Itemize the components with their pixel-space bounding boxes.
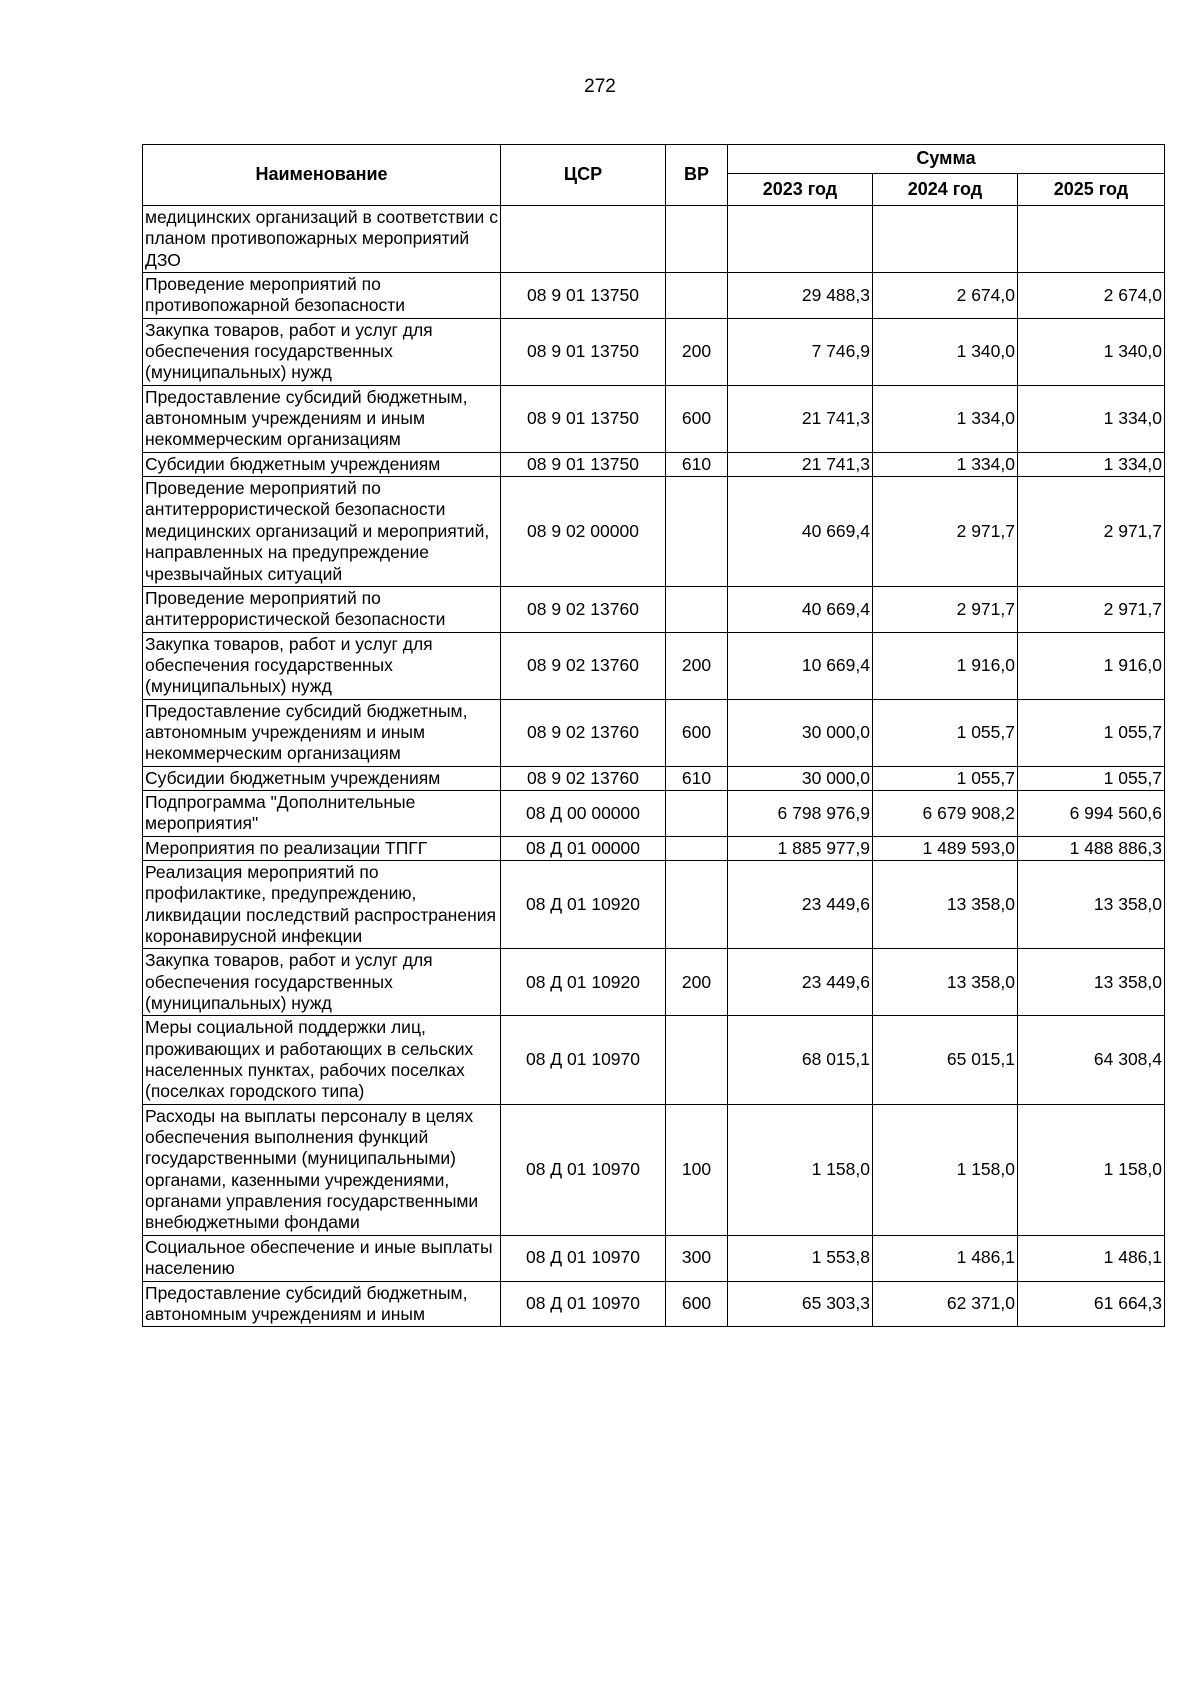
table-row xyxy=(143,1016,1165,1104)
header-name: Наименование xyxy=(143,145,501,206)
cell-2025: 1 055,7 xyxy=(1018,699,1165,766)
table-row xyxy=(143,632,1165,699)
cell-name: Предоставление субсидий бюджетным, автономным учреждениям и иным некоммерческим организациям xyxy=(143,385,501,452)
header-sum: Сумма xyxy=(728,145,1165,174)
header-vr: ВР xyxy=(666,145,728,206)
cell-2023: 30 000,0 xyxy=(728,766,873,790)
cell-2023: 68 015,1 xyxy=(728,1016,873,1104)
cell-vr: 600 xyxy=(666,699,728,766)
cell-name: Подпрограмма "Дополнительные мероприятия" xyxy=(143,790,501,836)
cell-2025: 13 358,0 xyxy=(1018,949,1165,1016)
cell-csr: 08 Д 00 00000 xyxy=(501,790,666,836)
cell-vr: 200 xyxy=(666,949,728,1016)
cell-csr: 08 9 01 13750 xyxy=(501,318,666,385)
cell-2024: 2 971,7 xyxy=(873,477,1018,587)
cell-2025: 1 340,0 xyxy=(1018,318,1165,385)
cell-name: Субсидии бюджетным учреждениям xyxy=(143,452,501,476)
header-year-2025: 2025 год xyxy=(1018,174,1165,206)
cell-2024: 13 358,0 xyxy=(873,860,1018,948)
cell-2024: 1 055,7 xyxy=(873,766,1018,790)
cell-2024: 1 486,1 xyxy=(873,1235,1018,1281)
cell-2024: 1 340,0 xyxy=(873,318,1018,385)
cell-2024 xyxy=(873,206,1018,273)
table-row xyxy=(143,273,1165,319)
cell-vr: 200 xyxy=(666,318,728,385)
cell-2023 xyxy=(728,206,873,273)
cell-2025: 13 358,0 xyxy=(1018,860,1165,948)
cell-vr xyxy=(666,586,728,632)
header-year-2024: 2024 год xyxy=(873,174,1018,206)
cell-2023: 65 303,3 xyxy=(728,1281,873,1327)
cell-2024: 65 015,1 xyxy=(873,1016,1018,1104)
cell-2025: 2 971,7 xyxy=(1018,477,1165,587)
cell-vr: 600 xyxy=(666,1281,728,1327)
cell-2025: 1 916,0 xyxy=(1018,632,1165,699)
cell-2023: 21 741,3 xyxy=(728,452,873,476)
table-row xyxy=(143,452,1165,476)
cell-vr xyxy=(666,790,728,836)
table-row xyxy=(143,586,1165,632)
cell-2023: 6 798 976,9 xyxy=(728,790,873,836)
cell-csr: 08 Д 01 10970 xyxy=(501,1016,666,1104)
table-row xyxy=(143,1235,1165,1281)
cell-2023: 1 158,0 xyxy=(728,1104,873,1235)
cell-name: Закупка товаров, работ и услуг для обеспечения государственных (муниципальных) нужд xyxy=(143,949,501,1016)
cell-2025: 1 158,0 xyxy=(1018,1104,1165,1235)
cell-name: Мероприятия по реализации ТПГГ xyxy=(143,836,501,860)
cell-2023: 23 449,6 xyxy=(728,949,873,1016)
table-body xyxy=(143,206,1165,1327)
table-row xyxy=(143,790,1165,836)
cell-2025: 1 486,1 xyxy=(1018,1235,1165,1281)
table-row xyxy=(143,836,1165,860)
cell-2025: 1 488 886,3 xyxy=(1018,836,1165,860)
cell-2024: 6 679 908,2 xyxy=(873,790,1018,836)
table-row xyxy=(143,1281,1165,1327)
cell-csr: 08 Д 01 10970 xyxy=(501,1281,666,1327)
table-row xyxy=(143,1104,1165,1235)
cell-2023: 23 449,6 xyxy=(728,860,873,948)
cell-csr xyxy=(501,206,666,273)
cell-2025: 1 334,0 xyxy=(1018,452,1165,476)
cell-name: Реализация мероприятий по профилактике, предупреждению, ликвидации последствий распространения коронавирусной инфекции xyxy=(143,860,501,948)
cell-csr: 08 Д 01 00000 xyxy=(501,836,666,860)
cell-2025: 2 971,7 xyxy=(1018,586,1165,632)
cell-2025: 61 664,3 xyxy=(1018,1281,1165,1327)
cell-2023: 1 553,8 xyxy=(728,1235,873,1281)
cell-name: Проведение мероприятий по противопожарной безопасности xyxy=(143,273,501,319)
cell-2023: 1 885 977,9 xyxy=(728,836,873,860)
cell-2024: 62 371,0 xyxy=(873,1281,1018,1327)
cell-2024: 1 055,7 xyxy=(873,699,1018,766)
cell-2024: 2 674,0 xyxy=(873,273,1018,319)
budget-table xyxy=(142,144,1165,1327)
cell-2023: 40 669,4 xyxy=(728,586,873,632)
cell-csr: 08 Д 01 10970 xyxy=(501,1104,666,1235)
cell-2024: 2 971,7 xyxy=(873,586,1018,632)
cell-csr: 08 Д 01 10920 xyxy=(501,860,666,948)
cell-csr: 08 9 01 13750 xyxy=(501,273,666,319)
table-row xyxy=(143,949,1165,1016)
cell-2025: 64 308,4 xyxy=(1018,1016,1165,1104)
cell-2024: 1 158,0 xyxy=(873,1104,1018,1235)
cell-2024: 1 916,0 xyxy=(873,632,1018,699)
cell-name: Проведение мероприятий по антитеррористической безопасности медицинских организаций и мероприятий, направленных на предупреждение чрезвычайных ситуаций xyxy=(143,477,501,587)
cell-2023: 29 488,3 xyxy=(728,273,873,319)
cell-vr: 600 xyxy=(666,385,728,452)
cell-vr xyxy=(666,860,728,948)
cell-name: медицинских организаций в соответствии с планом противопожарных мероприятий ДЗО xyxy=(143,206,501,273)
cell-csr: 08 9 02 13760 xyxy=(501,586,666,632)
header-year-2023: 2023 год xyxy=(728,174,873,206)
cell-2025: 2 674,0 xyxy=(1018,273,1165,319)
cell-csr: 08 Д 01 10970 xyxy=(501,1235,666,1281)
cell-name: Субсидии бюджетным учреждениям xyxy=(143,766,501,790)
cell-name: Проведение мероприятий по антитеррористической безопасности xyxy=(143,586,501,632)
table-row xyxy=(143,385,1165,452)
table-row xyxy=(143,318,1165,385)
table-row xyxy=(143,206,1165,273)
cell-name: Предоставление субсидий бюджетным, автономным учреждениям и иным xyxy=(143,1281,501,1327)
table-row xyxy=(143,477,1165,587)
cell-csr: 08 9 01 13750 xyxy=(501,385,666,452)
header-csr: ЦСР xyxy=(501,145,666,206)
table-row xyxy=(143,860,1165,948)
cell-2025 xyxy=(1018,206,1165,273)
cell-name: Закупка товаров, работ и услуг для обеспечения государственных (муниципальных) нужд xyxy=(143,632,501,699)
cell-csr: 08 9 01 13750 xyxy=(501,452,666,476)
table-header xyxy=(143,145,1165,206)
cell-vr: 200 xyxy=(666,632,728,699)
cell-2023: 21 741,3 xyxy=(728,385,873,452)
cell-2023: 10 669,4 xyxy=(728,632,873,699)
cell-name: Расходы на выплаты персоналу в целях обеспечения выполнения функций государственными (муниципальными) органами, казенными учреждениями, органами управления государственными внебюджетными фондами xyxy=(143,1104,501,1235)
cell-name: Предоставление субсидий бюджетным, автономным учреждениям и иным некоммерческим организациям xyxy=(143,699,501,766)
cell-2023: 30 000,0 xyxy=(728,699,873,766)
cell-name: Социальное обеспечение и иные выплаты населению xyxy=(143,1235,501,1281)
cell-2025: 1 055,7 xyxy=(1018,766,1165,790)
cell-2023: 40 669,4 xyxy=(728,477,873,587)
cell-csr: 08 9 02 13760 xyxy=(501,632,666,699)
table-row xyxy=(143,699,1165,766)
cell-vr xyxy=(666,477,728,587)
cell-vr: 300 xyxy=(666,1235,728,1281)
cell-2024: 1 334,0 xyxy=(873,452,1018,476)
cell-vr: 610 xyxy=(666,452,728,476)
cell-vr: 100 xyxy=(666,1104,728,1235)
cell-2024: 1 334,0 xyxy=(873,385,1018,452)
page-number: 272 xyxy=(584,76,616,97)
cell-csr: 08 9 02 00000 xyxy=(501,477,666,587)
cell-2023: 7 746,9 xyxy=(728,318,873,385)
cell-2024: 13 358,0 xyxy=(873,949,1018,1016)
cell-vr xyxy=(666,206,728,273)
cell-name: Меры социальной поддержки лиц, проживающих и работающих в сельских населенных пунктах, рабочих поселках (поселках городского типа) xyxy=(143,1016,501,1104)
cell-vr xyxy=(666,1016,728,1104)
cell-2025: 1 334,0 xyxy=(1018,385,1165,452)
table-row xyxy=(143,766,1165,790)
cell-csr: 08 9 02 13760 xyxy=(501,699,666,766)
cell-2024: 1 489 593,0 xyxy=(873,836,1018,860)
cell-csr: 08 Д 01 10920 xyxy=(501,949,666,1016)
cell-vr: 610 xyxy=(666,766,728,790)
cell-name: Закупка товаров, работ и услуг для обеспечения государственных (муниципальных) нужд xyxy=(143,318,501,385)
cell-vr xyxy=(666,273,728,319)
cell-vr xyxy=(666,836,728,860)
cell-2025: 6 994 560,6 xyxy=(1018,790,1165,836)
cell-csr: 08 9 02 13760 xyxy=(501,766,666,790)
